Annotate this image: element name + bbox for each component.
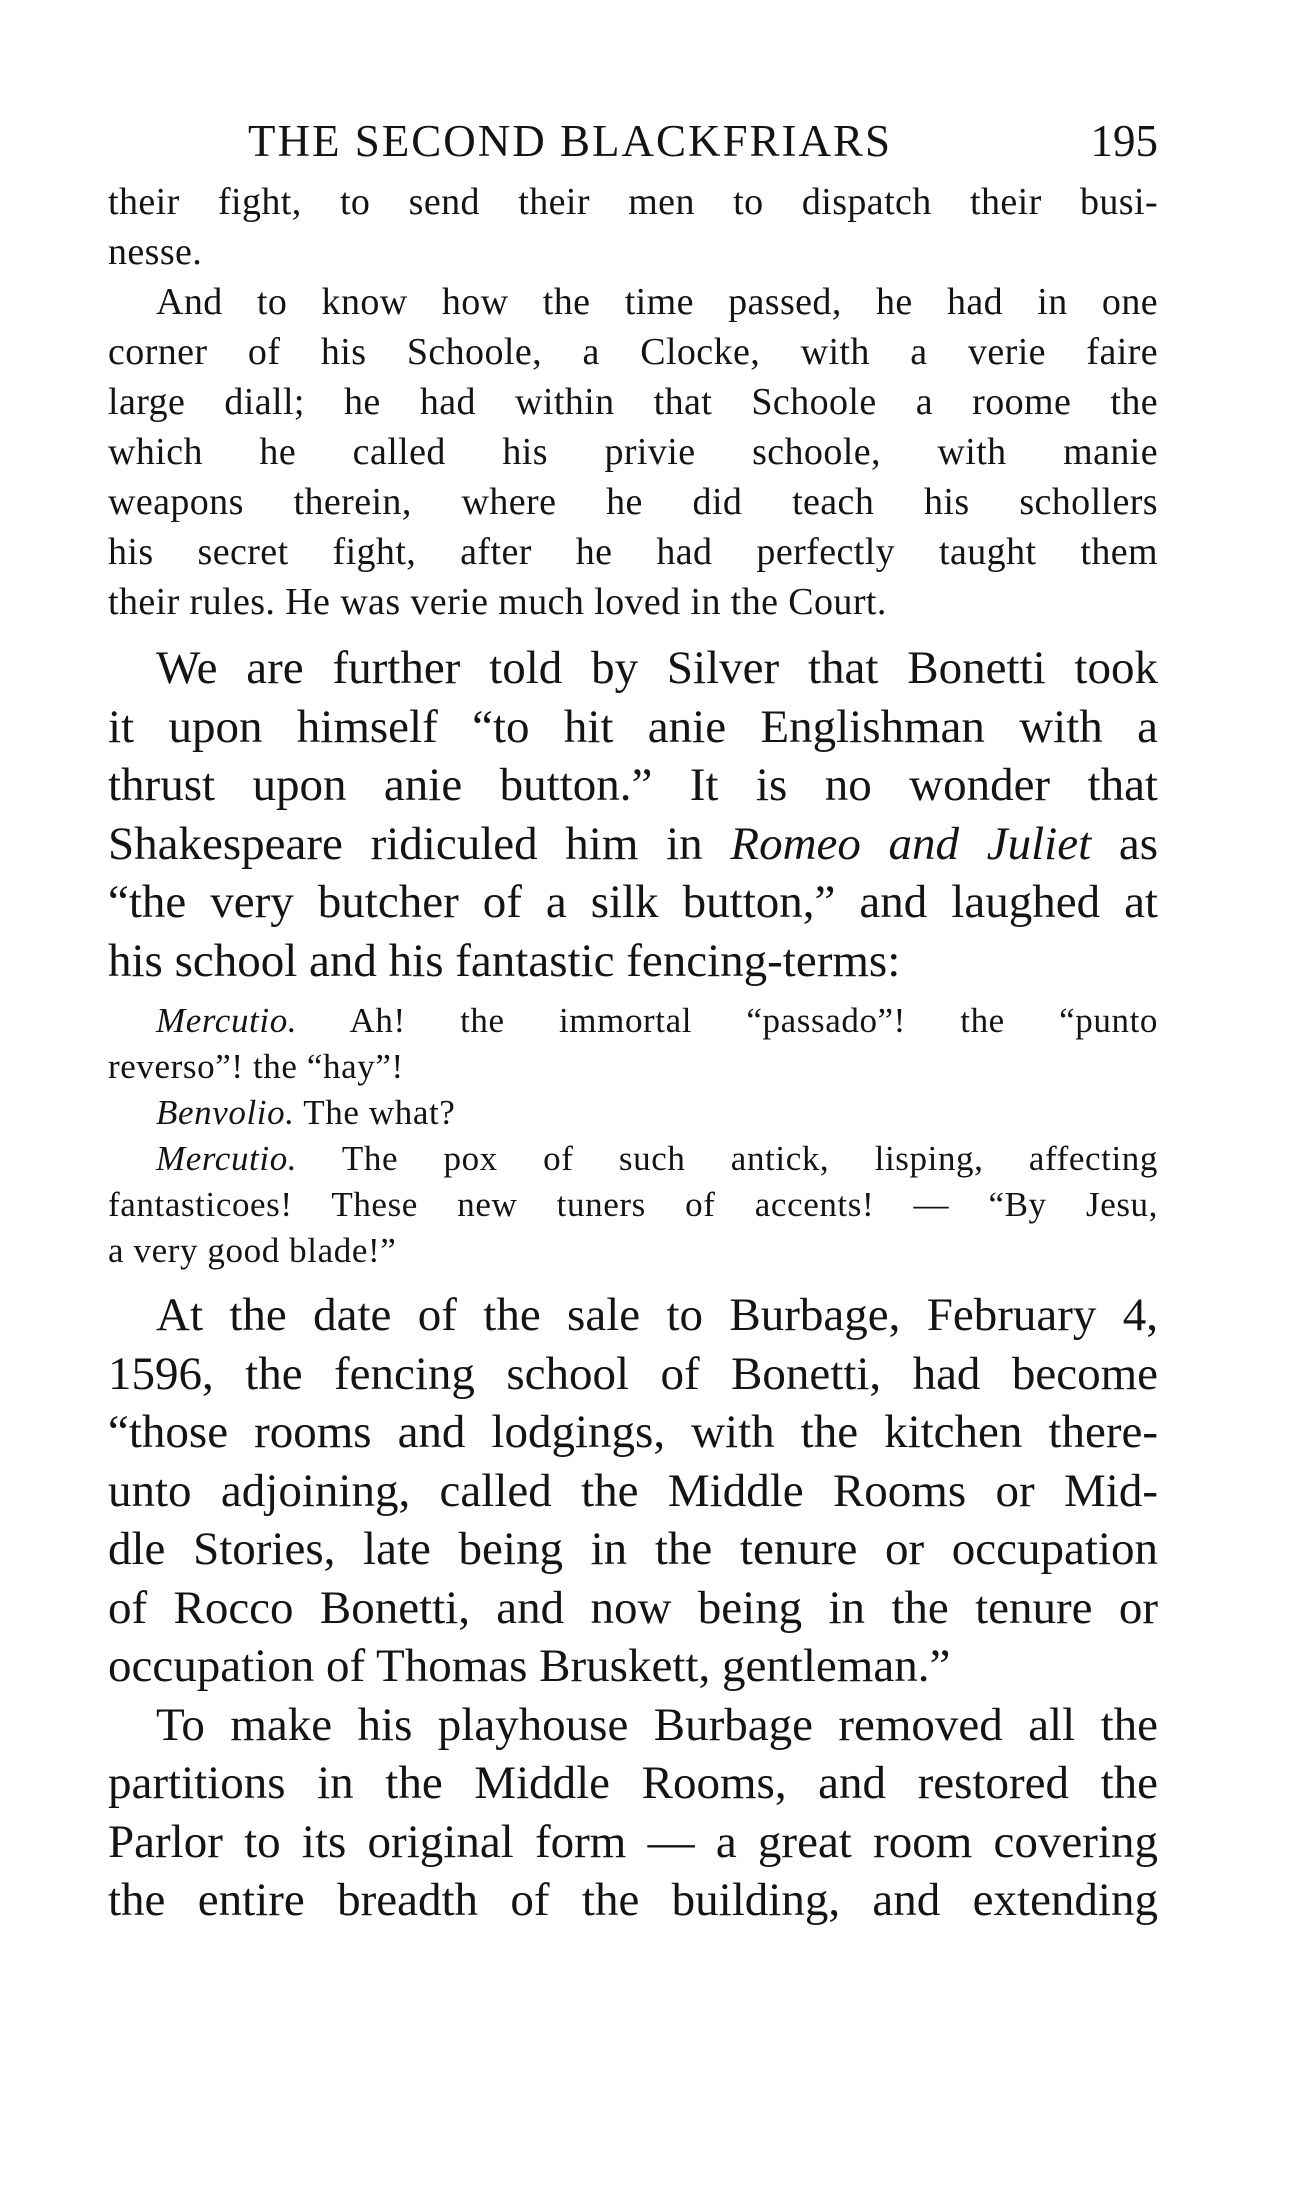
speech-line: fantasticoes! These new tuners of accents! — “By Jesu, <box>108 1185 1158 1224</box>
text-line: 1596, the fencing school of Bonetti, had become <box>108 1347 1158 1400</box>
text-line: At the date of the sale to Burbage, February 4, <box>156 1289 1158 1341</box>
text-line: his secret fight, after he had perfectly taught them <box>108 531 1158 573</box>
body-paragraph <box>108 1286 1158 1696</box>
text-line: thrust upon anie button.” It is no wonder that <box>108 759 1158 811</box>
quoted-passage <box>108 277 1158 627</box>
text-line: unto adjoining, called the Middle Rooms or Mid- <box>108 1464 1158 1517</box>
text-line: And to know how the time passed, he had in one <box>156 281 1158 323</box>
text-line: their fight, to send their men to dispatch their busi- <box>108 181 1158 223</box>
speech-line: reverso”! the “hay”! <box>108 1047 404 1086</box>
page-number: 195 <box>1090 116 1158 166</box>
text-line: nesse. <box>108 231 203 273</box>
speech-text: Ah! the immortal “passado”! the “punto <box>297 1001 1158 1040</box>
text-line: it upon himself “to hit anie Englishman with a <box>108 700 1158 753</box>
text-line: occupation of Thomas Bruskett, gentleman.” <box>108 1640 951 1692</box>
speaker-name: Mercutio. <box>156 1001 298 1040</box>
text-line: the entire breadth of the building, and extending <box>108 1874 1158 1926</box>
running-title: THE SECOND BLACKFRIARS <box>248 116 893 166</box>
book-page <box>108 115 1158 1930</box>
text-line: which he called his privie schoole, with manie <box>108 431 1158 473</box>
text-line: “the very butcher of a silk button,” and laughed at <box>108 876 1158 928</box>
text-line: Parlor to its original form — a great room covering <box>108 1815 1158 1868</box>
text-line: “those rooms and lodgings, with the kitchen there- <box>108 1406 1158 1458</box>
text-span: Shakespeare ridiculed him in <box>108 817 731 870</box>
quoted-passage-continuation <box>108 177 1158 277</box>
speech-line <box>108 998 1158 1044</box>
speech-text: The pox of such antick, lisping, affecting <box>297 1139 1158 1178</box>
text-line: To make his playhouse Burbage removed all the <box>156 1698 1158 1751</box>
speech-line: a very good blade!” <box>108 1231 397 1270</box>
text-span: as <box>1091 817 1158 870</box>
body-paragraph <box>108 639 1158 990</box>
text-line: his school and his fantastic fencing-terms: <box>108 934 901 987</box>
speaker-name: Mercutio. <box>156 1139 298 1178</box>
text-line: of Rocco Bonetti, and now being in the tenure or <box>108 1581 1158 1634</box>
speech-text: The what? <box>294 1093 456 1132</box>
text-line <box>108 815 1158 874</box>
text-line: large diall; he had within that Schoole a roome the <box>108 381 1158 423</box>
text-line: their rules. He was verie much loved in the Court. <box>108 581 887 623</box>
speech-line <box>108 1090 1158 1136</box>
text-line: dle Stories, late being in the tenure or occupation <box>108 1523 1158 1575</box>
speech-line <box>108 1136 1158 1182</box>
text-line: corner of his Schoole, a Clocke, with a verie faire <box>108 331 1158 373</box>
speaker-name: Benvolio. <box>156 1093 295 1132</box>
text-line: partitions in the Middle Rooms, and restored the <box>108 1757 1158 1809</box>
play-title: Romeo and Juliet <box>730 817 1092 870</box>
text-line: weapons therein, where he did teach his schollers <box>108 481 1158 523</box>
running-head <box>108 115 1158 177</box>
body-paragraph <box>108 1696 1158 1930</box>
play-excerpt <box>108 998 1158 1274</box>
text-line: We are further told by Silver that Bonetti took <box>156 642 1158 694</box>
